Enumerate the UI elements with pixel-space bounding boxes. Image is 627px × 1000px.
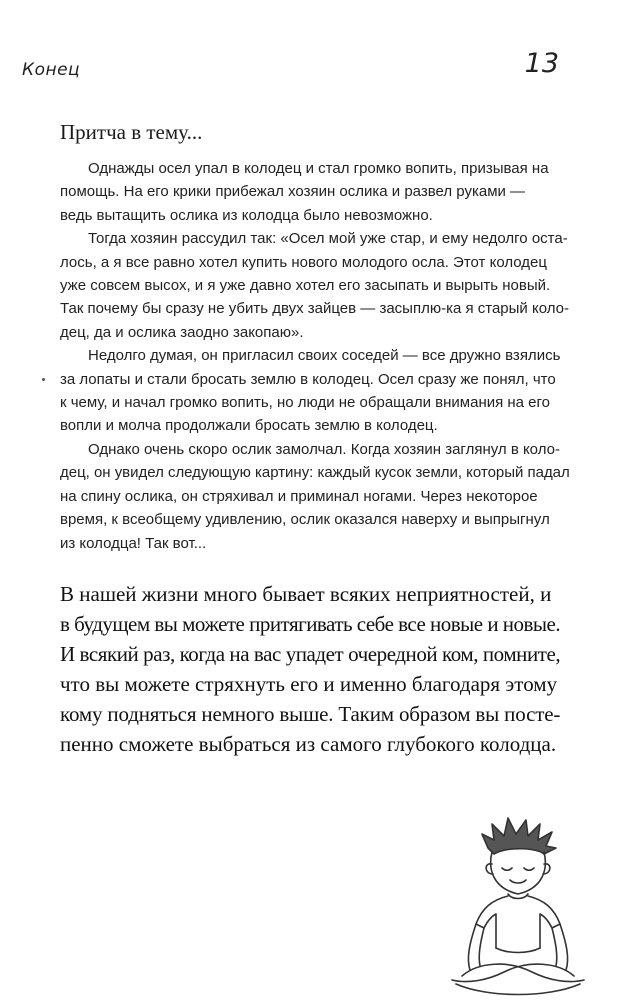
running-head: Конец	[22, 60, 81, 80]
conclusion-text	[60, 579, 560, 759]
conclusion-line: кому подняться немного выше. Таким образом вы посте-	[60, 702, 561, 726]
parable-line: на спину ослика, он стряхивал и приминал ногами. Через некоторое	[60, 487, 538, 505]
parable-line: дец, он увидел следующую картину: каждый кусок земли, который падал	[60, 464, 570, 482]
conclusion-line: И всякий раз, когда на вас упадет очередной ком, помните,	[60, 642, 561, 666]
parable-line: ведь вытащить ослика из колодца было невозможно.	[60, 206, 433, 224]
parable-line: за лопаты и стали бросать землю в колодец. Осел сразу же понял, что	[60, 370, 556, 388]
parable-line: дец, да и ослика заодно закопаю».	[60, 323, 304, 341]
parable-line: Однажды осел упал в колодец и стал громко вопить, призывая на	[88, 160, 549, 177]
conclusion-line: пенно сможете выбраться из самого глубокого колодца.	[60, 732, 557, 756]
section-heading: Притча в тему...	[60, 120, 203, 144]
conclusion-line: что вы можете стряхнуть его и именно благодаря этому	[60, 672, 558, 696]
scan-speck	[42, 378, 45, 381]
parable-line: к чему, и начал громко вопить, но люди не обращали внимания на его	[60, 394, 551, 412]
parable-line: Тогда хозяин рассудил так: «Осел мой уже стар, и ему недолго оста-	[88, 230, 568, 248]
parable-line: время, к всеобщему удивлению, ослик оказался наверху и выпрыгнул	[60, 511, 550, 529]
parable-line: уже совсем высох, и я уже давно хотел его засыпать и вырыть новый.	[60, 277, 551, 295]
parable-line: помощь. На его крики прибежал хозяин ослика и развел руками —	[60, 183, 526, 201]
parable-line: лось, а я все равно хотел купить нового молодого осла. Этот колодец	[60, 253, 547, 271]
parable-line: Так почему бы сразу не убить двух зайцев — засыплю-ка я старый коло-	[60, 300, 569, 318]
parable-text	[60, 157, 570, 555]
parable-line: из колодца! Так вот...	[60, 534, 207, 552]
parable-line: Недолго думая, он пригласил своих соседей — все дружно взялись	[88, 347, 561, 365]
parable-line: вопли и молча продолжали бросать землю в колодец.	[60, 417, 438, 435]
page-number: 13	[524, 48, 559, 79]
conclusion-line: В нашей жизни много бывает всяких неприятностей, и	[60, 582, 552, 606]
meditating-boy-icon	[448, 808, 608, 1000]
conclusion-line: в будущем вы можете притягивать себе все новые и новые.	[60, 612, 561, 636]
parable-line: Однако очень скоро ослик замолчал. Когда хозяин заглянул в коло-	[88, 440, 560, 458]
